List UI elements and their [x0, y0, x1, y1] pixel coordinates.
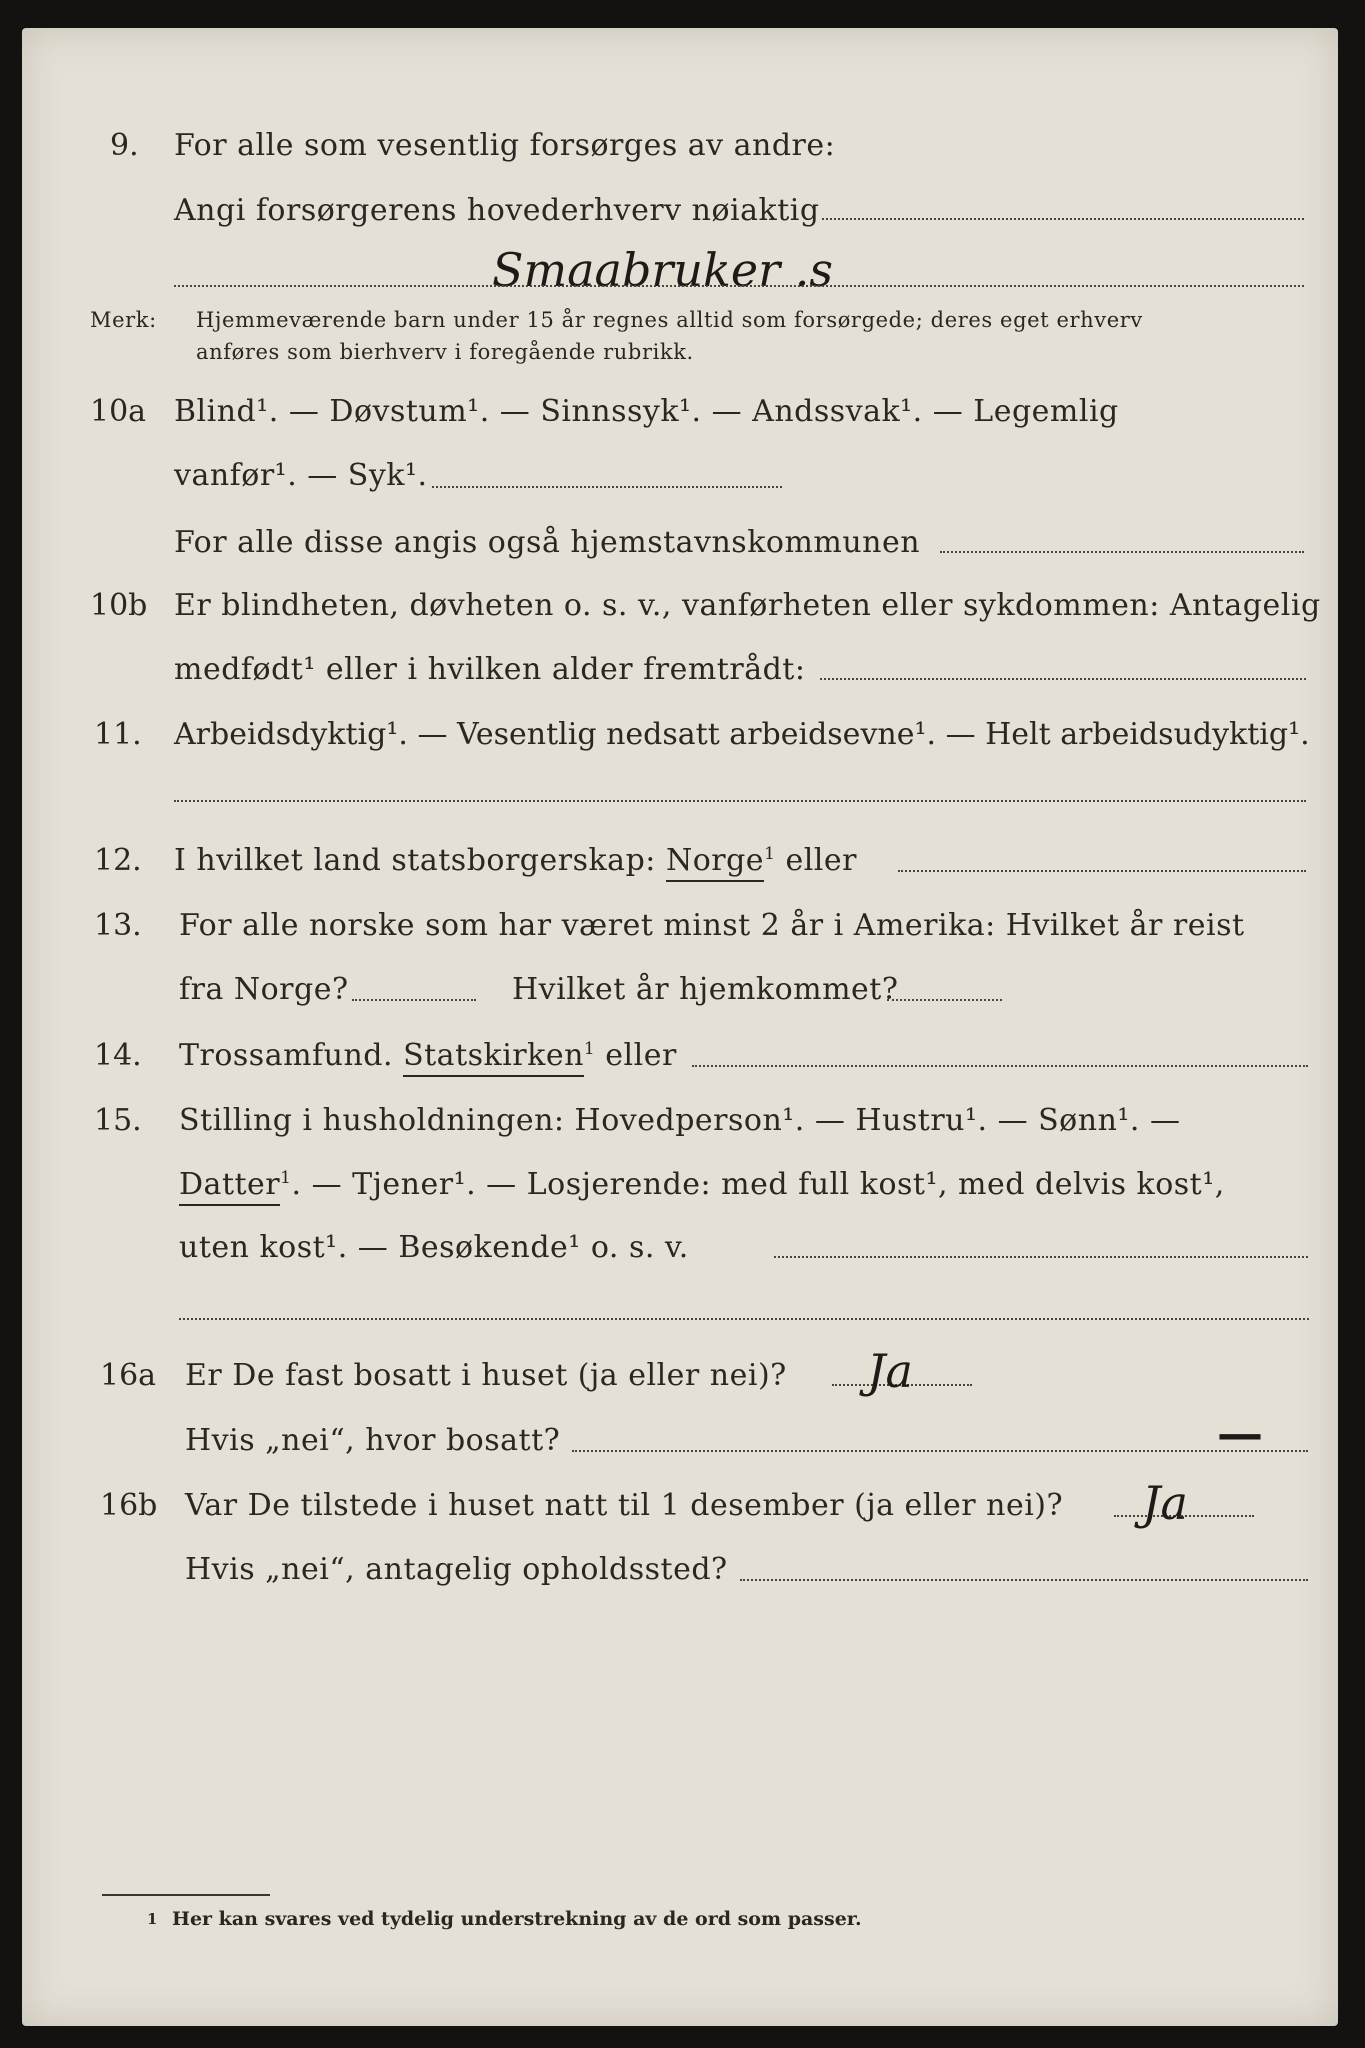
q16a-number: 16a — [100, 1358, 157, 1393]
q13-line2a: fra Norge? — [179, 972, 349, 1007]
form-page — [22, 28, 1338, 2026]
q10b-line2: medfødt¹ eller i hvilken alder fremtrådt: — [174, 652, 806, 687]
q16a-fill-line — [572, 1450, 1308, 1452]
q9-fill-line — [822, 218, 1304, 220]
q12-line: I hvilket land statsborgerskap: Norge$^1$ eller — [174, 843, 857, 878]
q16a-answer2: — — [1217, 1406, 1263, 1460]
q10a-number: 10a — [90, 394, 147, 429]
q14-answer-statskirken: Statskirken — [403, 1038, 584, 1077]
q13-year-home-line — [887, 999, 1002, 1001]
q12-number: 12. — [94, 843, 142, 878]
q16a-answer: Ja — [867, 1344, 913, 1398]
q16b-line2: Hvis „nei“, antagelig opholdssted? — [185, 1552, 728, 1587]
q16b-answer: Ja — [1142, 1476, 1188, 1530]
q10a-line2: vanfør¹. — Syk¹. — [174, 458, 428, 493]
q13-line2b: Hvilket år hjemkommet? — [512, 972, 899, 1007]
q14-prefix: Trossamfund. — [179, 1038, 394, 1073]
q14-suffix: eller — [605, 1038, 677, 1073]
footnote-rule — [102, 1894, 270, 1896]
q10b-fill-line — [820, 678, 1306, 680]
q16a-line2: Hvis „nei“, hvor bosatt? — [185, 1423, 561, 1458]
q12-answer-norge: Norge — [666, 843, 764, 882]
q15-line1: Stilling i husholdningen: Hovedperson¹. — Hustru¹. — Sønn¹. — — [179, 1103, 1181, 1138]
q10b-number: 10b — [90, 588, 148, 623]
q9-line2: Angi forsørgerens hovederhverv nøiaktig — [174, 193, 820, 228]
q10a-hjemstavn-line — [940, 551, 1304, 553]
q11-fill-line — [174, 800, 1306, 802]
q10b-line1: Er blindheten, døvheten o. s. v., vanførheten eller sykdommen: Antagelig — [174, 588, 1321, 623]
q13-year-left-line — [352, 999, 476, 1001]
merk-line2: anføres som bierhverv i foregående rubrikk. — [196, 340, 694, 364]
q15-number: 15. — [94, 1103, 142, 1138]
q12-fill-line — [898, 870, 1306, 872]
q10a-line3: For alle disse angis også hjemstavnskommunen — [174, 525, 921, 560]
q15-line2-wrap: Datter$^1$. — Tjener¹. — Losjerende: med full kost¹, med delvis kost¹, — [179, 1167, 1225, 1202]
q15-answer-datter: Datter — [179, 1167, 280, 1206]
q14-line: Trossamfund. Statskirken$^1$ eller — [179, 1038, 677, 1073]
q16b-fill-line — [740, 1579, 1308, 1581]
q12-suffix: eller — [785, 843, 857, 878]
footnote-mark: 1 — [147, 1910, 158, 1928]
q10a-line1: Blind¹. — Døvstum¹. — Sinnssyk¹. — Andssvak¹. — Legemlig — [174, 394, 1119, 429]
q11-number: 11. — [94, 717, 142, 752]
q10a-fill-line — [432, 486, 782, 488]
q15-line3: uten kost¹. — Besøkende¹ o. s. v. — [179, 1230, 689, 1265]
q15-fill-line — [774, 1256, 1308, 1258]
merk-label: Merk: — [90, 308, 157, 332]
q9-answer: Smaabruker .s — [492, 243, 833, 297]
q16b-line1: Var De tilstede i huset natt til 1 desember (ja eller nei)? — [185, 1488, 1064, 1523]
q11-line1: Arbeidsdyktig¹. — Vesentlig nedsatt arbeidsevne¹. — Helt arbeidsudyktig¹. — [174, 717, 1310, 752]
q16b-number: 16b — [100, 1488, 158, 1523]
q13-line1: For alle norske som har været minst 2 år i Amerika: Hvilket år reist — [179, 908, 1245, 943]
merk-line1: Hjemmeværende barn under 15 år regnes alltid som forsørgede; deres eget erhverv — [196, 308, 1143, 332]
footnote-text: Her kan svares ved tydelig understrekning av de ord som passer. — [172, 1908, 862, 1930]
q16a-line1: Er De fast bosatt i huset (ja eller nei)? — [185, 1358, 787, 1393]
q14-fill-line — [692, 1065, 1308, 1067]
q9-line1: For alle som vesentlig forsørges av andre: — [174, 128, 836, 163]
q15-extra-line — [179, 1318, 1309, 1320]
q14-number: 14. — [94, 1038, 142, 1073]
q12-prefix: I hvilket land statsborgerskap: — [174, 843, 656, 878]
q9-answer-line — [174, 285, 1304, 287]
q15-line2: — Tjener¹. — Losjerende: med full kost¹, med delvis kost¹, — [311, 1167, 1225, 1202]
q9-number: 9. — [110, 128, 139, 163]
q13-number: 13. — [94, 908, 142, 943]
